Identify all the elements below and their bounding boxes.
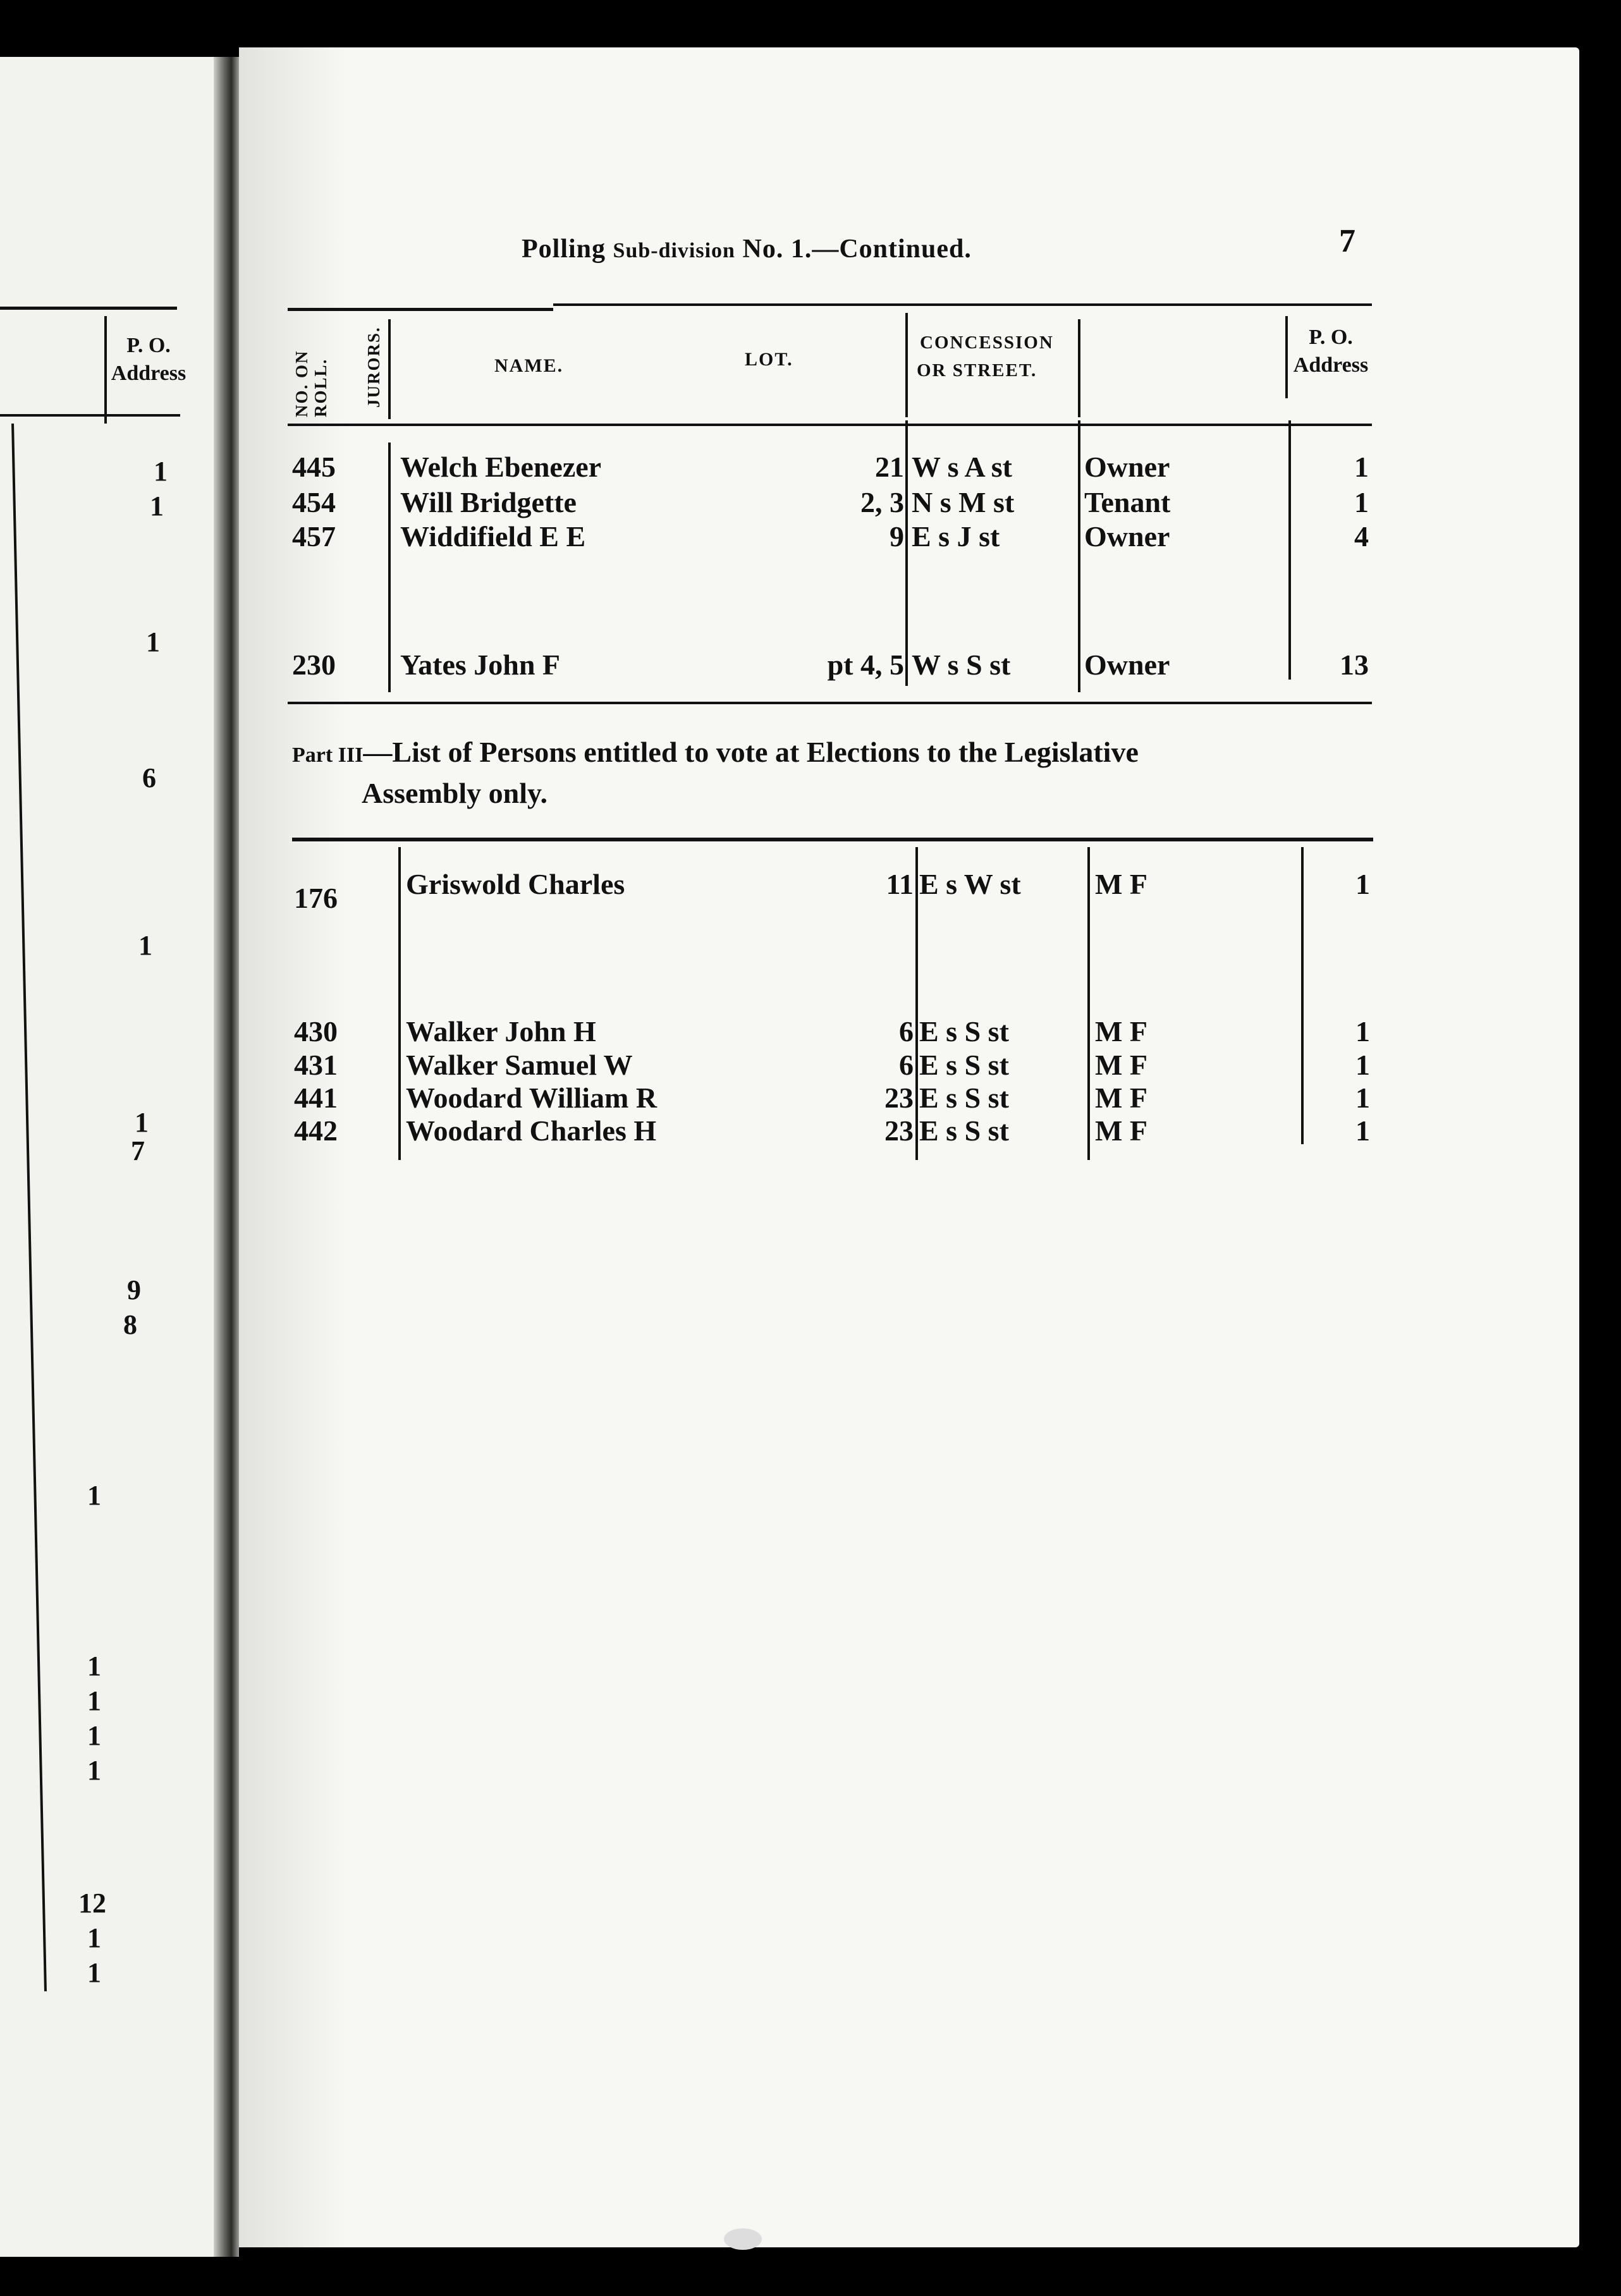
table-row [288, 485, 1372, 521]
table-row [288, 450, 1372, 485]
part3-line1 [292, 733, 1139, 774]
table-row [288, 520, 1372, 555]
left-number: 1 [87, 1720, 101, 1751]
header-lot: LOT. [745, 349, 793, 370]
lot-number: 23 [884, 1114, 914, 1147]
po-address: 1 [1354, 451, 1369, 483]
left-rule-top [0, 307, 177, 310]
voter-status: M F [1095, 1114, 1148, 1147]
voter-status: M F [1095, 1082, 1148, 1114]
table-row [288, 648, 1372, 683]
po-address: 1 [1354, 486, 1369, 518]
voter-name: Walker Samuel W [406, 1049, 633, 1081]
concession-street: E s J st [912, 520, 1000, 553]
part2-bottom-rule [288, 702, 1372, 704]
concession-street: E s S st [919, 1049, 1009, 1081]
roll-number: 176 [294, 882, 338, 914]
part3-text-line2: Assembly only. [362, 777, 547, 809]
title-subdivision: Sub-division [613, 239, 735, 262]
header-po-line2: Address [1293, 353, 1369, 377]
title-polling: Polling [522, 235, 606, 264]
left-number: 8 [123, 1309, 137, 1340]
left-number: 7 [131, 1135, 145, 1166]
lot-number: 6 [899, 1015, 914, 1047]
voter-status: M F [1095, 868, 1148, 900]
voter-name: Widdifield E E [400, 520, 586, 553]
concession-street: W s S st [912, 649, 1011, 681]
po-address: 13 [1340, 649, 1369, 681]
left-number: 1 [87, 1685, 101, 1716]
left-number: 1 [138, 930, 152, 961]
header-vr-status [1078, 319, 1080, 417]
concession-street: E s W st [919, 868, 1021, 900]
header-jurors: JURORS. [364, 326, 383, 408]
voter-status: Owner [1084, 520, 1170, 553]
voter-name: Will Bridgette [400, 486, 577, 518]
table-header-bottom-rule [288, 424, 1372, 426]
left-number: 1 [87, 1480, 101, 1511]
concession-street: N s M st [912, 486, 1015, 518]
lot-number: 11 [886, 868, 914, 900]
lot-number: 2, 3 [860, 486, 904, 518]
left-rule-header [0, 414, 180, 417]
table-row [292, 1081, 1373, 1116]
left-number: 1 [87, 1651, 101, 1682]
roll-number: 431 [294, 1049, 338, 1081]
voter-name: Griswold Charles [406, 868, 625, 900]
voter-name: Walker John H [406, 1015, 596, 1047]
header-concession [917, 329, 1054, 384]
voter-status: Owner [1084, 649, 1170, 681]
left-number: 6 [142, 762, 156, 793]
lot-number: pt 4, 5 [827, 649, 904, 681]
page-title [522, 234, 972, 264]
page-stain [724, 2228, 762, 2250]
roll-number: 430 [294, 1015, 338, 1047]
header-concession-line1: CONCESSION [920, 333, 1054, 353]
po-address: 1 [1355, 1082, 1370, 1114]
part3-label: Part III [292, 743, 364, 767]
left-number: 12 [78, 1888, 106, 1919]
po-address: 1 [1355, 1015, 1370, 1047]
roll-number: 442 [294, 1114, 338, 1147]
header-po [1290, 324, 1372, 379]
lot-number: 6 [899, 1049, 914, 1081]
table-row [292, 867, 1373, 914]
concession-street: W s A st [912, 451, 1012, 483]
po-address: 4 [1354, 520, 1369, 553]
lot-number: 23 [884, 1082, 914, 1114]
roll-number: 457 [292, 520, 336, 553]
roll-number: 445 [292, 451, 336, 483]
left-po-header [107, 332, 190, 388]
header-vr-jurors [388, 319, 391, 419]
concession-street: E s S st [919, 1015, 1009, 1047]
title-continued: Continued. [839, 235, 972, 264]
book-spine [214, 57, 239, 2257]
left-number: 1 [87, 1922, 101, 1953]
table-row [292, 1015, 1373, 1050]
lot-number: 9 [890, 520, 904, 553]
header-concession-line2: OR STREET. [917, 360, 1037, 381]
left-number: 1 [146, 626, 160, 657]
left-number: 9 [127, 1274, 141, 1305]
po-address: 1 [1355, 1114, 1370, 1147]
left-po-header-line2: Address [111, 362, 187, 385]
left-po-header-line1: P. O. [126, 334, 171, 357]
left-number: 1 [135, 1107, 149, 1138]
voter-name: Yates John F [400, 649, 561, 681]
left-number: 1 [154, 456, 168, 487]
left-number: 1 [87, 1957, 101, 1988]
voter-name: Welch Ebenezer [400, 451, 602, 483]
concession-street: E s S st [919, 1082, 1009, 1114]
roll-number: 454 [292, 486, 336, 518]
po-address: 1 [1355, 868, 1370, 900]
roll-number: 441 [294, 1082, 338, 1114]
po-address: 1 [1355, 1049, 1370, 1081]
table-top-rule-right [553, 303, 1372, 306]
part3-heading [292, 733, 1139, 812]
header-no-on-roll: NO. ON ROLL. [292, 350, 330, 417]
voter-status: M F [1095, 1015, 1148, 1047]
header-name: NAME. [494, 355, 564, 376]
voter-status: Owner [1084, 451, 1170, 483]
page-number: 7 [1339, 223, 1356, 259]
title-no: No. 1.— [742, 235, 840, 264]
table-row [292, 1114, 1373, 1149]
voter-status: M F [1095, 1049, 1148, 1081]
part3-top-rule [292, 838, 1373, 841]
header-vr-po [1285, 316, 1288, 398]
header-po-line1: P. O. [1309, 326, 1353, 349]
part3-text-line1: —List of Persons entitled to vote at Elections to the Legislative [363, 736, 1139, 768]
concession-street: E s S st [919, 1114, 1009, 1147]
roll-number: 230 [292, 649, 336, 681]
voter-status: Tenant [1084, 486, 1171, 518]
header-vr-concession [905, 313, 908, 417]
voter-name: Woodard Charles H [406, 1114, 657, 1147]
voter-name: Woodard William R [406, 1082, 658, 1114]
left-number: 1 [87, 1755, 101, 1786]
left-rule-vert [104, 316, 107, 424]
lot-number: 21 [875, 451, 904, 483]
left-number: 1 [150, 491, 164, 522]
table-row [292, 1048, 1373, 1084]
